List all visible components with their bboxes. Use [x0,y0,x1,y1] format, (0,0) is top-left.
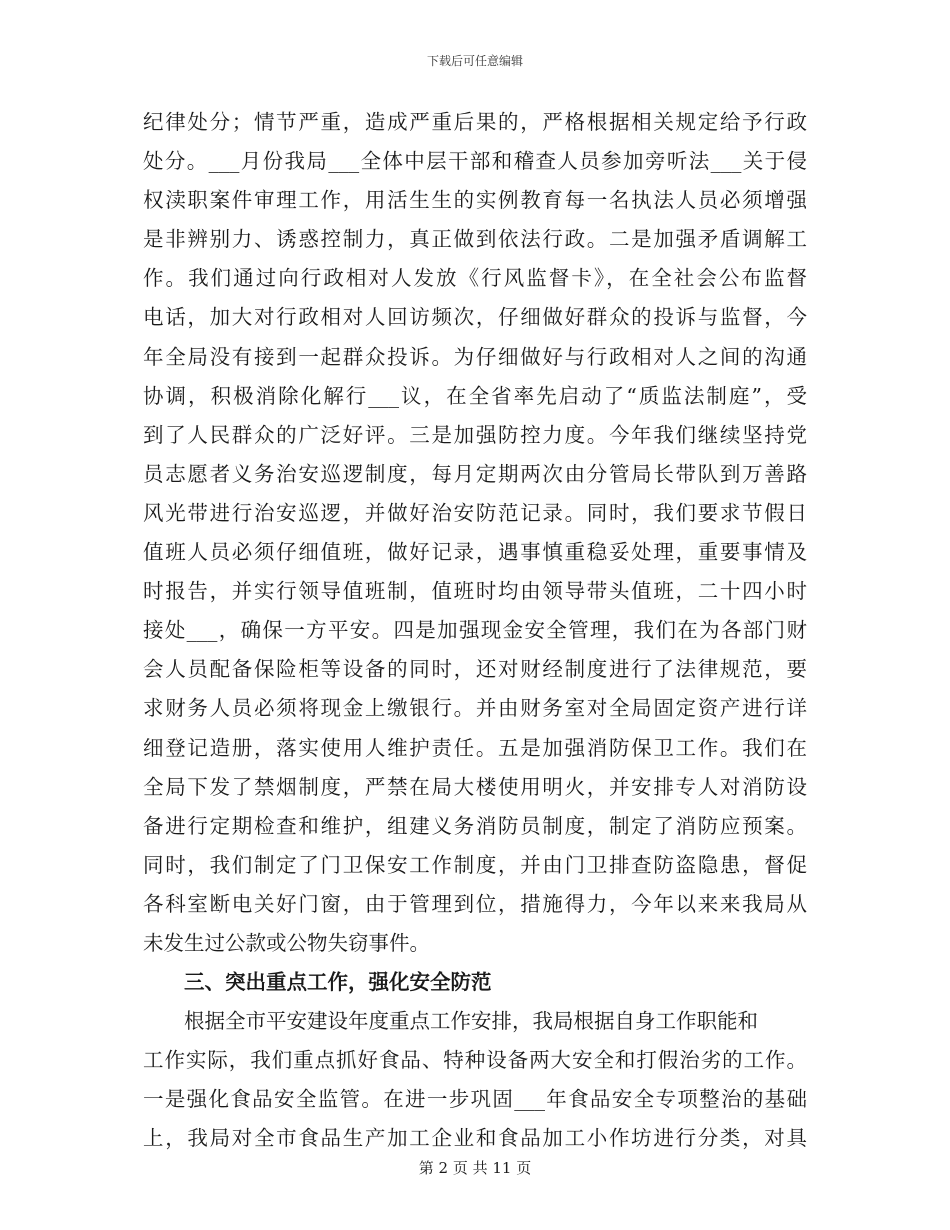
body-line: 工作实际，我们重点抓好食品、特种设备两大安全和打假治劣的工作。 [143,1048,807,1073]
body-line: 电话，加大对行政相对人回访频次，仔细做好群众的投诉与监督，今 [143,305,807,330]
body-line: 年全局没有接到一起群众投诉。为仔细做好与行政相对人之间的沟通 [143,344,807,369]
body-line: 是非辨别力、诱惑控制力，真正做到依法行政。二是加强矛盾调解工 [143,227,807,252]
section-heading: 三、突出重点工作，强化安全防范 [184,970,492,995]
body-line: 处分。___月份我局___全体中层干部和稽查人员参加旁听法___关于侵 [143,149,807,174]
body-line: 未发生过公款或公物失窃事件。 [143,930,430,955]
body-line: 纪律处分；情节严重，造成严重后果的，严格根据相关规定给予行政 [143,110,807,134]
body-line: 协调，积极消除化解行___议，在全省率先启动了“质监法制庭”，受 [143,383,807,408]
body-line: 值班人员必须仔细值班，做好记录，遇事慎重稳妥处理，重要事情及 [143,540,807,565]
body-line: 各科室断电关好门窗，由于管理到位，措施得力，今年以来来我局从 [143,891,807,916]
body-line: 上，我局对全市食品生产加工企业和食品加工小作坊进行分类，对具 [143,1126,807,1151]
body-line: 一是强化食品安全监管。在进一步巩固___年食品安全专项整治的基础 [143,1087,807,1112]
body-line: 时报告，并实行领导值班制，值班时均由领导带头值班，二十四小时 [143,579,807,604]
body-line: 作。我们通过向行政相对人发放《行风监督卡》，在全社会公布监督 [143,266,807,291]
body-line: 根据全市平安建设年度重点工作安排，我局根据自身工作职能和 [184,1009,758,1034]
body-line: 全局下发了禁烟制度，严禁在局大楼使用明火，并安排专人对消防设 [143,774,807,799]
body-line: 风光带进行治安巡逻，并做好治安防范记录。同时，我们要求节假日 [143,500,807,525]
body-line: 求财务人员必须将现金上缴银行。并由财务室对全局固定资产进行详 [143,696,807,721]
body-line: 员志愿者义务治安巡逻制度，每月定期两次由分管局长带队到万善路 [143,461,807,486]
page-footer: 第 2 页 共 11 页 [418,1159,532,1177]
body-line: 接处___，确保一方平安。四是加强现金安全管理，我们在为各部门财 [143,618,807,643]
body-line: 权渎职案件审理工作，用活生生的实例教育每一名执法人员必须增强 [143,188,807,213]
body-line: 细登记造册，落实使用人维护责任。五是加强消防保卫工作。我们在 [143,735,807,760]
body-line: 会人员配备保险柜等设备的同时，还对财经制度进行了法律规范，要 [143,657,807,682]
body-line: 同时，我们制定了门卫保安工作制度，并由门卫排查防盗隐患，督促 [143,852,807,877]
document-body [143,103,807,1159]
body-line: 到了人民群众的广泛好评。三是加强防控力度。今年我们继续坚持党 [143,422,807,447]
body-line: 备进行定期检查和维护，组建义务消防员制度，制定了消防应预案。 [143,813,807,838]
page-header-note: 下载后可任意编辑 [426,54,523,68]
